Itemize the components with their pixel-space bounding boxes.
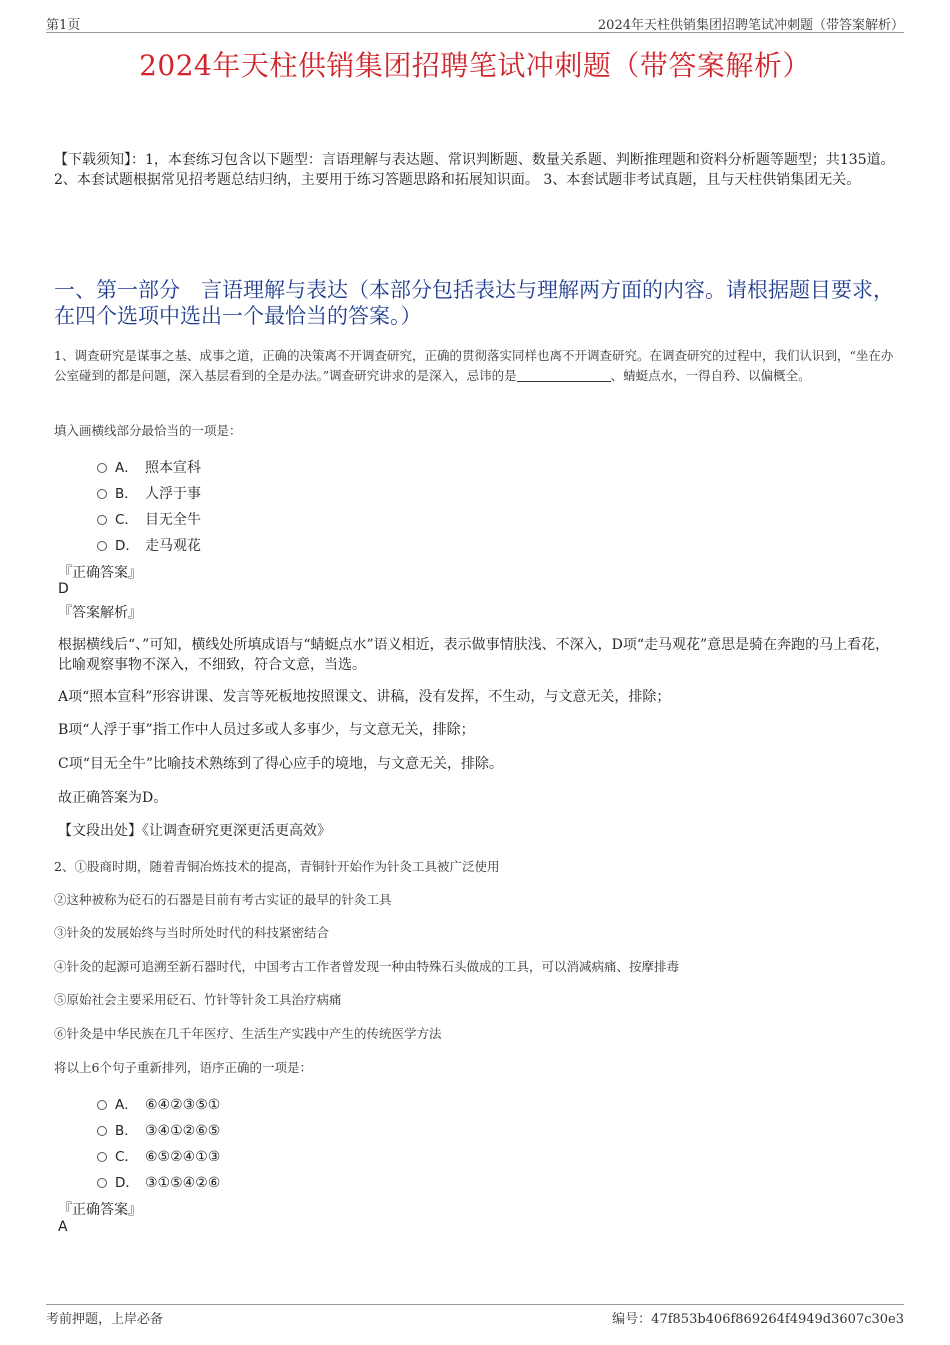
radio-icon[interactable]	[97, 489, 107, 499]
q1-analysis-para: 故正确答案为D。	[58, 790, 168, 806]
q2-prompt: 将以上6个句子重新排列，语序正确的一项是：	[54, 1060, 312, 1075]
q2-option-a[interactable]: A． ⑥④②③⑤①	[97, 1093, 220, 1113]
q2-sentence: ③针灸的发展始终与当时所处时代的科技紧密结合	[54, 925, 330, 940]
q1-analysis-para: 根据横线后“、”可知，横线处所填成语与“蜻蜓点水”语义相近，表示做事情肤浅、不深入，D项“走马观花”意思是骑在奔跑的马上看花，比喻观察事物不深入，不细致，符合文意，当选。	[58, 637, 890, 673]
footer-doc-id: 编号：47f853b406f869264f4949d3607c30e3	[612, 1312, 904, 1327]
q2-sentence: ⑥针灸是中华民族在几千年医疗、生活生产实践中产生的传统医学方法	[54, 1026, 442, 1041]
q1-answer-label: 『正确答案』	[58, 565, 142, 581]
radio-icon[interactable]	[97, 541, 107, 551]
radio-icon[interactable]	[97, 1126, 107, 1136]
q1-analysis-para: C项“目无全牛”比喻技术熟练到了得心应手的境地，与文意无关，排除。	[58, 756, 504, 772]
q2-option-b[interactable]: B． ③④①②⑥⑤	[97, 1119, 220, 1139]
q1-option-b[interactable]: B． 人浮于事	[97, 482, 201, 502]
q1-option-d[interactable]: D． 走马观花	[97, 534, 201, 554]
page-header	[46, 12, 904, 33]
q1-option-a[interactable]: A． 照本宣科	[97, 456, 201, 476]
q2-sentence: ④针灸的起源可追溯至新石器时代，中国考古工作者曾发现一种由特殊石头做成的工具，可以消减病痛、按摩排毒	[54, 959, 680, 974]
q1-stem-before: 1、调查研究是谋事之基、成事之道，正确的决策离不开调查研究，正确的贯彻落实同样也离不开调查研究。在调查研究的过程中，我们认识到，“坐在办公室碰到的都是问题，深入基层看到的全是办法。”调查研究讲求的是深入，忌讳的是	[54, 348, 894, 383]
q1-analysis-para: A项“照本宣科”形容讲课、发言等死板地按照课文、讲稿，没有发挥，不生动，与文意无关，排除；	[58, 689, 671, 705]
radio-icon[interactable]	[97, 463, 107, 473]
q2-answer-label: 『正确答案』	[58, 1202, 142, 1218]
q1-stem-after: 、蜻蜓点水，一得自矜、以偏概全。	[610, 368, 811, 383]
q1-source: 【文段出处】《让调查研究更深更活更高效》	[58, 823, 331, 839]
page-number: 第1页	[46, 18, 81, 33]
footer-slogan: 考前押题，上岸必备	[46, 1312, 164, 1327]
q2-sentence: ②这种被称为砭石的石器是目前有考古实证的最早的针灸工具	[54, 892, 392, 907]
radio-icon[interactable]	[97, 1100, 107, 1110]
q2-option-c[interactable]: C． ⑥⑤②④①③	[97, 1145, 220, 1165]
q1-blank	[517, 367, 611, 382]
q1-prompt: 填入画横线部分最恰当的一项是：	[54, 423, 242, 438]
radio-icon[interactable]	[97, 515, 107, 525]
q1-answer: D	[58, 581, 69, 597]
radio-icon[interactable]	[97, 1178, 107, 1188]
q1-option-c[interactable]: C． 目无全牛	[97, 508, 201, 528]
q1-analysis-para: B项“人浮于事”指工作中人员过多或人多事少，与文意无关，排除；	[58, 722, 475, 738]
download-notice: 【下载须知】：1，本套练习包含以下题型：言语理解与表达题、常识判断题、数量关系题、判断推理题和资料分析题等题型；共135道。 2、本套试题根据常见招考题总结归纳，主要用于练习答题思路和拓展知识面。 3、本套试题非考试真题，且与天柱供销集团无关。	[54, 152, 895, 188]
q1-stem	[54, 346, 899, 386]
document-title: 2024年天柱供销集团招聘笔试冲刺题（带答案解析）	[139, 49, 811, 82]
section-title: 一、第一部分 言语理解与表达（本部分包括表达与理解两方面的内容。请根据题目要求，在四个选项中选出一个最恰当的答案。）	[54, 278, 894, 328]
page-footer	[46, 1304, 904, 1325]
q2-sentence: ⑤原始社会主要采用砭石、竹针等针灸工具治疗病痛	[54, 992, 342, 1007]
q2-option-d[interactable]: D． ③①⑤④②⑥	[97, 1171, 220, 1191]
q2-answer: A	[58, 1219, 68, 1235]
q2-sentence: 2、①股商时期，随着青铜冶炼技术的提高，青铜针开始作为针灸工具被广泛使用	[54, 859, 500, 874]
header-doc-title: 2024年天柱供销集团招聘笔试冲刺题（带答案解析）	[597, 18, 904, 33]
q1-analysis-label: 『答案解析』	[58, 605, 142, 621]
radio-icon[interactable]	[97, 1152, 107, 1162]
